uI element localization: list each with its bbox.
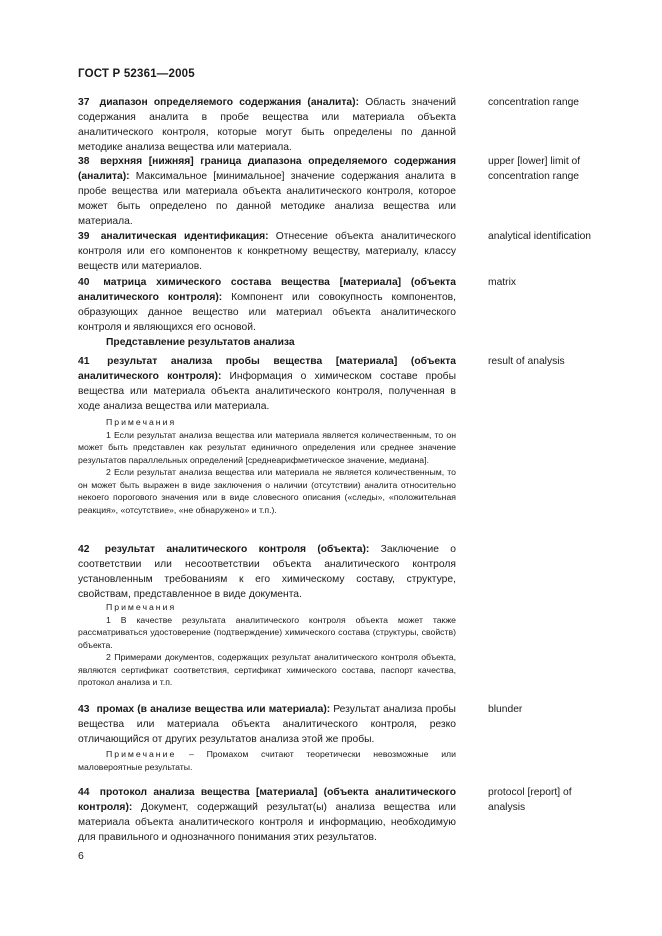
term-entry-39 (78, 229, 456, 274)
term-entry-37 (78, 95, 456, 155)
notes-42 (78, 601, 456, 689)
notes-title: Примечание (106, 749, 177, 759)
term-definition: Документ, содержащий результат(ы) анализа вещества или материала объекта аналитического контроля и информацию, необходимую для правильного и однозначного понимания этих результатов. (78, 802, 456, 843)
note-43 (78, 748, 456, 773)
term-english-40: matrix (488, 277, 517, 288)
term-definition: Компонент или совокупность компонентов, образующих данное вещество или материал объекта аналитического контроля и являющихся его основой. (78, 292, 456, 333)
term-definition: Область значений содержания аналита в пробе вещества или материала объекта аналитического контроля, которые могут быть определены по данной методике анализа вещества или материала. (78, 97, 456, 153)
term-definition: Информация о химическом составе пробы вещества или материала объекта аналитического контроля, полученная в ходе анализа вещества или материала. (78, 371, 456, 412)
term-definition: Максимальное [минимальное] значение содержания аналита в пробе вещества или материала объекта аналитического контроля, которое может быть определено по данной методике анализа вещества или материала. (78, 171, 456, 227)
term-name: диапазон определяемого содержания (аналита): (99, 97, 359, 108)
term-name: протокол анализа вещества [материала] (объекта аналитического контроля): (78, 787, 456, 813)
term-number: 42 (78, 544, 90, 555)
page-number: 6 (78, 850, 84, 862)
term-name: верхняя [нижняя] граница диапазона определяемого содержания (аналита): (78, 156, 456, 182)
note-text: – Промахом считают теоретически невозможные или маловероятные результаты. (78, 749, 456, 772)
term-english-41: result of analysis (488, 356, 565, 367)
notes-41 (78, 416, 456, 516)
page-header: ГОСТ Р 52361—2005 (78, 68, 195, 80)
term-number: 40 (78, 277, 90, 288)
term-definition: Результат анализа пробы вещества или материала объекта аналитического контроля, резко отличающийся от других результатов анализа этой же пробы. (78, 704, 456, 745)
term-number: 43 (78, 704, 90, 715)
term-english-44: protocol [report] of analysis (488, 787, 572, 813)
term-number: 37 (78, 97, 90, 108)
term-english-43: blunder (488, 704, 523, 715)
term-english-39: analytical identification (488, 231, 592, 242)
term-number: 38 (78, 156, 90, 167)
section-subheading: Представление результатов анализа (106, 337, 295, 348)
term-entry-44 (78, 785, 456, 845)
term-definition: Отнесение объекта аналитического контроля или его компонентов к конкретному веществу, материалу, классу веществ или материалов. (78, 231, 456, 272)
note-item: 2 Примерами документов, содержащих результат аналитического контроля объекта, являются сертификат соответствия, сертификат химического состава, паспорт качества, протокол анализа и т.п. (78, 652, 456, 687)
term-name: матрица химического состава вещества [материала] (объекта аналитического контроля): (78, 277, 456, 303)
note-item: 1 В качестве результата аналитического контроля объекта может также рассматриваться удостоверение (подтверждение) химического состава (структуры, свойств) объекта. (78, 614, 456, 650)
term-name: промах (в анализе вещества или материала): (96, 704, 331, 715)
term-entry-41 (78, 354, 456, 414)
term-name: результат аналитического контроля (объекта): (104, 544, 370, 555)
term-entry-43 (78, 702, 456, 747)
term-definition: Заключение о соответствии или несоответствии объекта аналитического контроля установленным требованиям к его химическому составу, структуре, свойствам, представленное в виде документа. (78, 544, 456, 600)
term-english-37: concentration range (488, 97, 580, 108)
notes-title: Примечания (106, 602, 177, 612)
note-item: 1 Если результат анализа вещества или материала является количественным, то он может быть представлен как результат единичного определения или среднее значение результатов параллельных определений [среднеарифметическое значение, медиана]. (78, 429, 456, 465)
term-entry-38 (78, 154, 456, 229)
term-name: аналитическая идентификация: (100, 231, 269, 242)
note-item: 2 Если результат анализа вещества или материала не является количественным, то он может быть выражен в виде заключения о наличии (отсутствии) аналита относительно некоего порогового значения или в виде словесного описания («следы», «положительная реакция», «отсутствие», «не обнаружено» и т.п.). (78, 467, 456, 515)
term-entry-42 (78, 542, 456, 602)
term-number: 44 (78, 787, 90, 798)
term-number: 41 (78, 356, 90, 367)
term-number: 39 (78, 231, 90, 242)
term-entry-40 (78, 275, 456, 335)
term-english-38: upper [lower] limit of concentration range (488, 156, 581, 182)
notes-title: Примечания (106, 417, 177, 427)
term-name: результат анализа пробы вещества [материала] (объекта аналитического контроля): (78, 356, 456, 382)
